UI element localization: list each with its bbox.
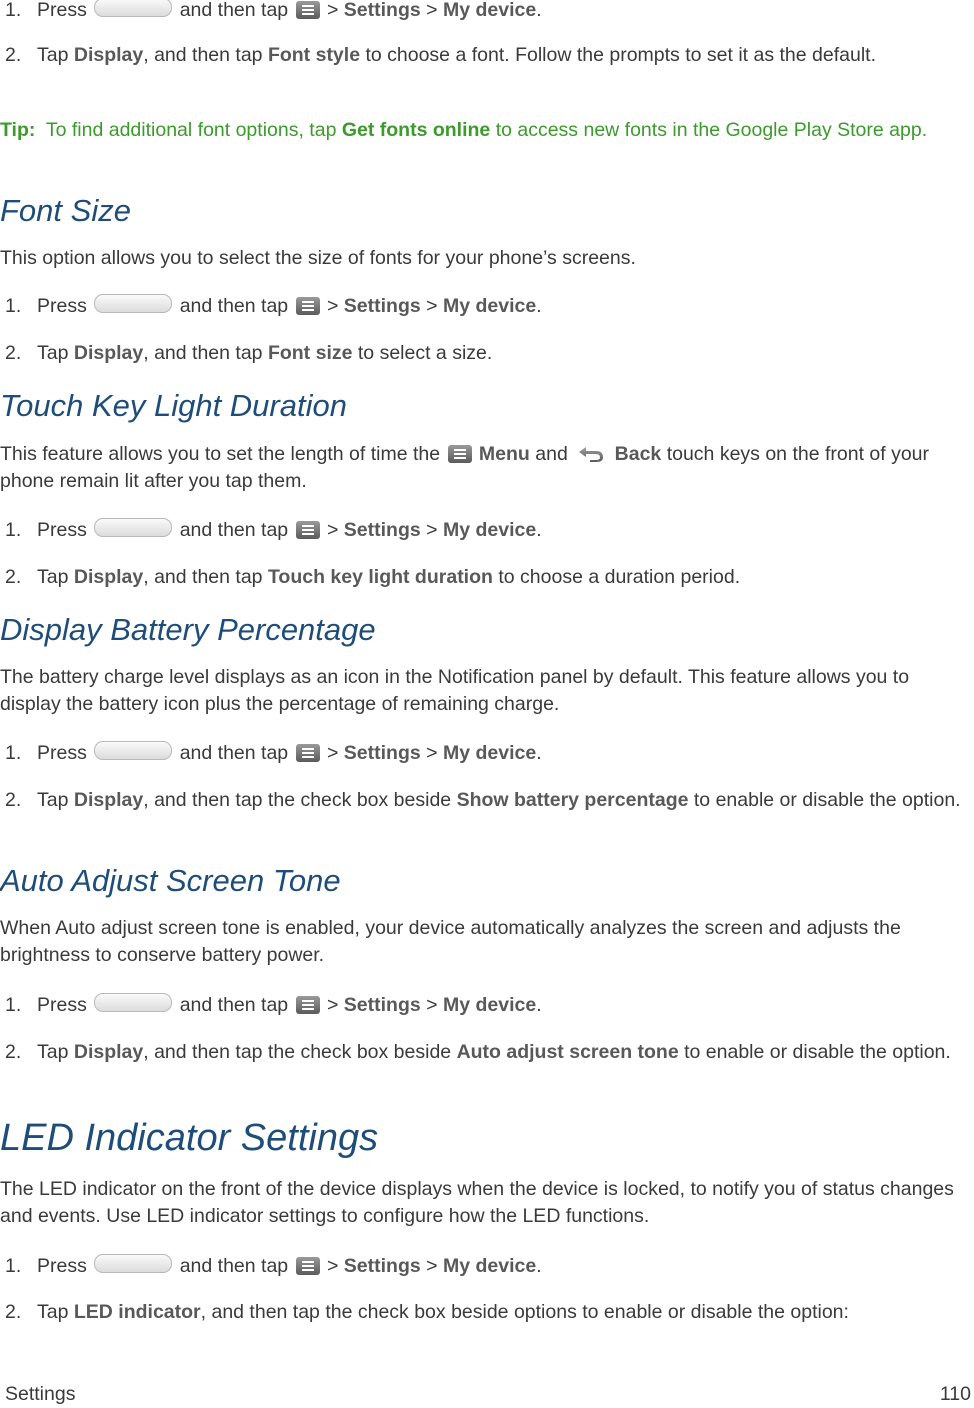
screen-tone-step-2: 2. Tap Display, and then tap the check box beside Auto adjust screen tone to enable or disable the option. xyxy=(5,1041,951,1063)
heading-battery: Display Battery Percentage xyxy=(0,612,376,647)
get-fonts-online-link: Get fonts online xyxy=(341,119,491,141)
screen-tone-description: When Auto adjust screen tone is enabled, your device automatically analyzes the screen and adjusts the brightness to conserve battery power. xyxy=(0,917,901,966)
led-step-1: 1. Press and then tap > Settings > My device. xyxy=(5,1255,542,1277)
menu-key-icon xyxy=(296,521,320,539)
back-key-icon xyxy=(576,445,606,463)
footer-page-number: 110 xyxy=(939,1383,971,1405)
menu-key-icon xyxy=(296,1,320,19)
font-size-step-1: 1. Press and then tap > Settings > My device. xyxy=(5,295,542,317)
battery-step-2: 2. Tap Display, and then tap the check box beside Show battery percentage to enable or disable the option. xyxy=(5,789,961,811)
menu-key-icon xyxy=(296,297,320,315)
tip-note: Tip: To find additional font options, tap Get fonts online to access new fonts in the Google Play Store app. xyxy=(0,119,928,141)
touch-key-description: This feature allows you to set the length of time the Menu and Back touch keys on the front of your phone remain lit after you tap them. xyxy=(0,443,930,492)
touch-key-step-1: 1. Press and then tap > Settings > My device. xyxy=(5,519,542,541)
led-description: The LED indicator on the front of the device displays when the device is locked, to notify you of status changes and events. Use LED indicator settings to configure how the LED functions. xyxy=(0,1178,954,1227)
footer-section: Settings xyxy=(5,1383,76,1405)
heading-font-size: Font Size xyxy=(0,193,131,228)
menu-key-icon xyxy=(296,1257,320,1275)
font-size-description: This option allows you to select the size of fonts for your phone’s screens. xyxy=(0,247,636,269)
menu-key-icon xyxy=(448,445,472,463)
home-key-icon xyxy=(94,993,172,1012)
home-key-icon xyxy=(94,0,172,17)
screen-tone-step-1: 1. Press and then tap > Settings > My device. xyxy=(5,994,542,1016)
home-key-icon xyxy=(94,294,172,313)
heading-screen-tone: Auto Adjust Screen Tone xyxy=(0,863,341,898)
menu-key-icon xyxy=(296,744,320,762)
battery-description: The battery charge level displays as an icon in the Notification panel by default. This feature allows you to display the battery icon plus the percentage of remaining charge. xyxy=(0,666,910,715)
battery-step-1: 1. Press and then tap > Settings > My device. xyxy=(5,742,542,764)
home-key-icon xyxy=(94,518,172,537)
heading-led: LED Indicator Settings xyxy=(0,1117,379,1159)
home-key-icon xyxy=(94,1254,172,1273)
home-key-icon xyxy=(94,741,172,760)
led-step-2: 2. Tap LED indicator, and then tap the check box beside options to enable or disable the option: xyxy=(5,1301,849,1323)
heading-touch-key: Touch Key Light Duration xyxy=(0,388,347,423)
intro-step-2: 2. Tap Display, and then tap Font style to choose a font. Follow the prompts to set it as the default. xyxy=(5,44,877,66)
intro-step-1: 1. Press and then tap > Settings > My device. xyxy=(5,0,542,21)
font-size-step-2: 2. Tap Display, and then tap Font size to select a size. xyxy=(5,342,493,364)
touch-key-step-2: 2. Tap Display, and then tap Touch key light duration to choose a duration period. xyxy=(5,566,741,588)
menu-key-icon xyxy=(296,996,320,1014)
